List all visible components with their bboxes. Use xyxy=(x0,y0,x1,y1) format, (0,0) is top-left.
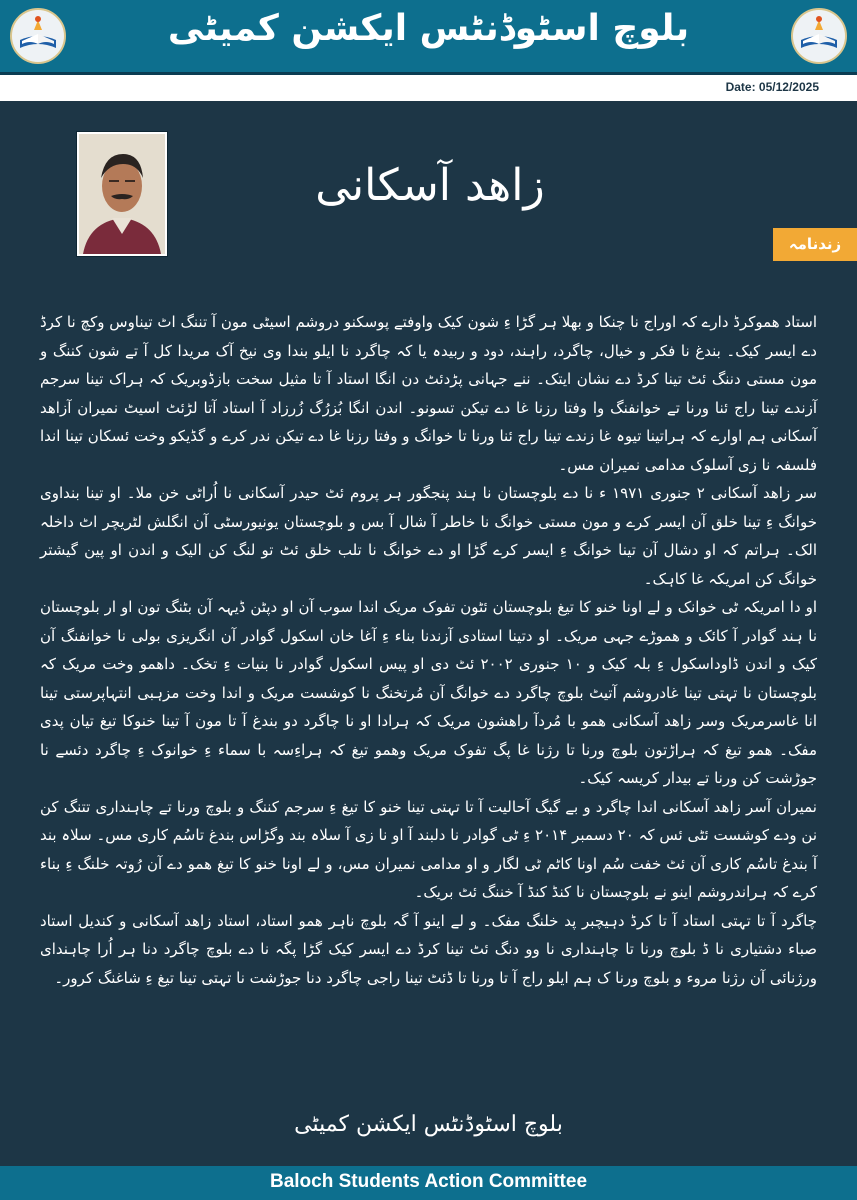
article-paragraph: او دا امریکہ ٹی خوانک و لے اونا خنو کا تیغ بلوچستان ئٹون تفوک مریک اندا سوب آن او دپٹن ڈیہہ آن بٹنگ تون او ار بلوچستان نا ہند گوادر آ کائک و ھموڑے جہی مریک۔ او دتینا استادی آزندنا بناء ءِ آغا خان اسکول گوادر آن انگریزی بولی نا خوانفنگ آن کیک و اندن ڈاوداسکول ءِ بلہ کیک و ۱۰ جنوری ۲۰۰۲ ئٹ دی او پیس اسکول گوادر نا بنیات ءِ تخک۔ داھمو وخت مریک کہ بلوچستان نا تہتی تینا غادروشم آتیٹ بلوچ چاگرد دے خوانگ آن مُرتخنگ نا کوشست مریک و اندا وخت مزہبی انتہاپرستی تینا انا غاسرمریک وسر زاھد آسکانی ھمو با مُردآ راھشون مریک کہ ہرادا او نا چاگرد دو بندغ آ تا مون آ تینا خنوکا تیغ تیان پدی مفک۔ ھمو تیغ کہ ہراڑتون بلوچ ورنا تا رژنا غا پگ تفوک مریک وھمو تیغ کہ ہراءِسہ با سماء ءِ خوانوک ءِ چاگرد دئسے نا جوڑشت کن ورنا تے بیدار کریسہ کیک۔ xyxy=(40,598,817,787)
person-name: زاھد آسکانی xyxy=(315,160,545,211)
article-paragraph: استاد ھموکرڈ دارے کہ اوراج نا چنکا و بھلا ہر گڑا ءِ شون کیک واوفتے پوسکنو دروشم اسیٹی مون آ تننگ اٹ تیناوس وکچ نا کرڈ دے ایسر کیک۔ بندغ نا فکر و خیال، چاگرد، راہند، دود و ربیدہ یا کہ چاگرد نا ایلو بندا وی نیخ آک مریدا کل آ تے شون کننگ و مون مستی دننگ ئٹ تینا کرڈ دے نشان ایتک۔ ننے جہانی پڑدئٹ دن انگا استاد آ تا مثیل سخت بازڈوبریک کہ ہراک تینا سرجم آزندے تینا راج ئنا ورنا تے خوانفنگ وا وفتا رزنا غا دے تیکن تسونو۔ اندن انگا بُزرُگ زُرزاد آ استاد آتا لڑئٹ اسیٹ نمیران آزاھد آسکانی ہم اوارے کہ ہراتینا تیوہ غا زندے تینا راج ئنا ورنا تا خوانگ و وفتا رزنا غا دے تیکن ندر کرے و گڈیکو وخت ئسکان تینا اندا فلسفہ نا زی آسلوک مدامی نمیران مس۔ xyxy=(40,313,817,474)
article-paragraph: چاگرد آ تا تہتی استاد آ تا کرڈ دہیچبر پد خلنگ مفک۔ و لے اینو آ گہ بلوچ ناہر ھمو استاد، استاد زاھد آسکانی و کندیل استاد صباء دشتیاری نا ڈ بلوچ ورنا تا چاہنداری نا وو دنگ ئٹ تینا کرڈ دے ایسر کیک گڑا پگہ نا دے بلوچ چاگرد دنا ہر اُرا چاہندای ورژنائی آن رژنا مروء و بلوچ ورنا ک ہم ایلو راج آ تا ورنا تا ڈئٹ تینا راجی چاگرد دنا جوڑشت نا تہتی تینا تیغ ءِ شاغنگ کرور۔ xyxy=(40,911,817,987)
date-strip xyxy=(0,75,857,101)
article-body xyxy=(40,308,817,992)
signature-text: بلوچ اسٹوڈنٹس ایکشن کمیٹی xyxy=(294,1112,563,1137)
article-paragraph: نمیران آسر زاھد آسکانی اندا چاگرد و بے گیگ آحالیت آ تا تہتی تینا خنو کا تیغ ءِ سرجم کننگ و بلوچ ورنا تے چاہنداری تتنگ کن نن ودے کوشست ئٹی ئس کہ ۲۰ دسمبر ۲۰۱۴ ءِ ٹی گوادر نا دلبند آ او نا زی آ سلاہ بند وگڑاس بندغ تاسُم کاری مس۔ سلاہ بند آ بندغ تاسُم کاری آن ئٹ خفت سُم اونا کاٹم ٹی لگار و او مدامی نمیران مس، و لے اونا خنو کا تیغ ھمو دے آن رُوتہ خلنگ ءِ بناء کرے کہ ہراندروشم اینو نے بلوچستان نا کنڈ کنڈ آ خننگ ئٹ بریک۔ xyxy=(40,797,818,901)
logo-book-icon xyxy=(791,8,847,64)
footer-text: Baloch Students Action Committee xyxy=(269,1171,588,1192)
portrait-photo xyxy=(77,132,167,256)
article-paragraph: سر زاھد آسکانی ۲ جنوری ۱۹۷۱ ء نا دے بلوچستان نا ہند پنجگور ہر پروم ئٹ حیدر آسکانی نا اُراٹی خن ملا۔ او تینا بنداوی خوانگ ءِ تینا خلق آن ایسر کرے و مون مستی خوانگ نا خاطر آ شال آ بس و بلوچستان یونیورسٹی آن انگلش لٹریچر اٹ داخلہ الک۔ ہراتم کہ او دشال آن تینا خوانگ ءِ ایسر کرے گڑا او دے خوانگ نا تلب خلق ئٹ تو لنگ کن الیک و اندن او پین گیشتر خوانگ کن امریکہ غا کاہک۔ xyxy=(40,484,817,588)
date-label: Date: 05/12/2025 xyxy=(725,80,819,94)
footer-bar xyxy=(0,1166,857,1200)
header-bar xyxy=(0,0,857,75)
biography-tag: زندنامہ xyxy=(773,228,857,261)
header-title: بلوچ اسٹوڈنٹس ایکشن کمیٹی xyxy=(167,8,690,49)
